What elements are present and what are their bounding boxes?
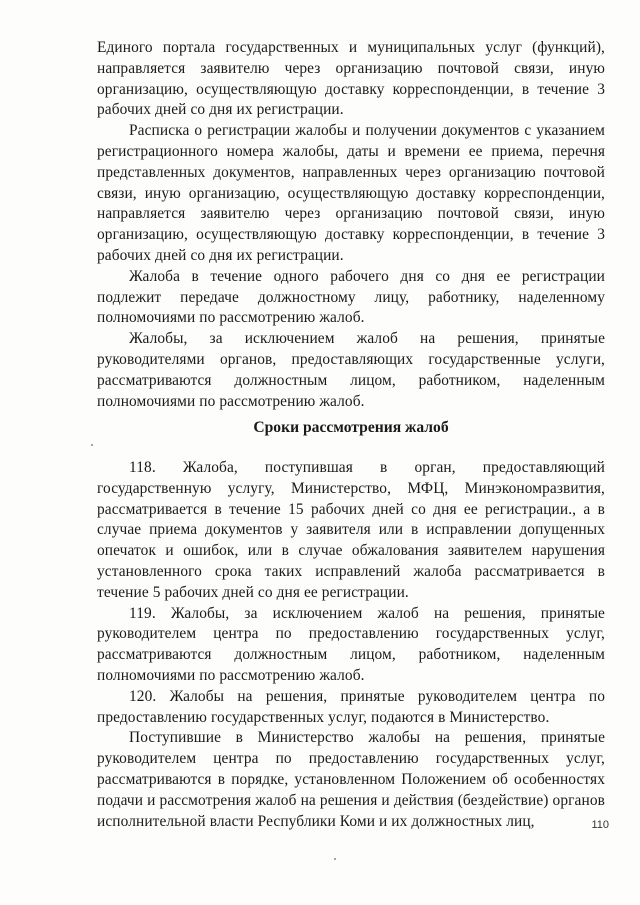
paragraph-exceptions: Жалобы, за исключением жалоб на решения, принятые руководителями органов, предоставляющих государственные услуги, рассматриваются должностным лицом, работником, наделенным полномочиями по рассмотрению жалоб. [97,330,605,410]
paragraph-118: 118. Жалоба, поступившая в орган, предоставляющий государственную услугу, Министерство, МФЦ, Минэкономразвития, рассматривается в течение 15 рабочих дней со дня ее регистрации., а в случае приема документов у заявителя или в исправлении допущенных опечаток и ошибок, или в случае обжалования заявителем нарушения установленного срока таких исправлений жалоба рассматривается в течение 5 рабочих дней со дня ее регистрации. [97,459,605,601]
paragraph-receipt: Расписка о регистрации жалобы и получении документов с указанием регистрационного номера жалобы, даты и времени ее приема, перечня представленных документов, направленных через организацию почтовой связи, иную организацию, осуществляющую доставку корреспонденции, направляется заявителю через организацию почтовой связи, иную организацию, осуществляющую доставку корреспонденции, в течение 3 рабочих дней со дня их регистрации. [97,122,605,264]
paragraph-continuation: Единого портала государственных и муниципальных услуг (функций), направляется заявителю через организацию почтовой связи, иную организацию, осуществляющую доставку корреспонденции, в течение 3 рабочих дней со дня их регистрации. [97,39,605,119]
paragraph-119: 119. Жалобы, за исключением жалоб на решения, принятые руководителем центра по предоставлению государственных услуг, рассматриваются должностным лицом, работником, наделенным полномочиями по рассмотрению жалоб. [97,604,605,684]
body-section-complaint-registration [97,38,605,412]
paragraph-ministry-review: Поступившие в Министерство жалобы на решения, принятые руководителем центра по предоставлению государственных услуг, рассматриваются в порядке, установленном Положением об особенностях подачи и рассмотрения жалоб на решения и действия (бездействие) органов исполнительной власти Республики Коми и их должностных лиц, [97,729,605,830]
page-number: 110 [591,819,609,831]
scan-speck [91,444,93,446]
paragraph-transfer: Жалоба в течение одного рабочего дня со дня ее регистрации подлежит передаче должностному лицу, работнику, наделенному полномочиями по рассмотрению жалоб. [97,267,605,327]
scan-speck [334,858,336,860]
body-section-review-terms [97,458,605,832]
section-heading: Сроки рассмотрения жалоб [253,419,449,436]
paragraph-120: 120. Жалобы на решения, принятые руководителем центра по предоставлению государственных услуг, подаются в Министерство. [97,687,605,726]
